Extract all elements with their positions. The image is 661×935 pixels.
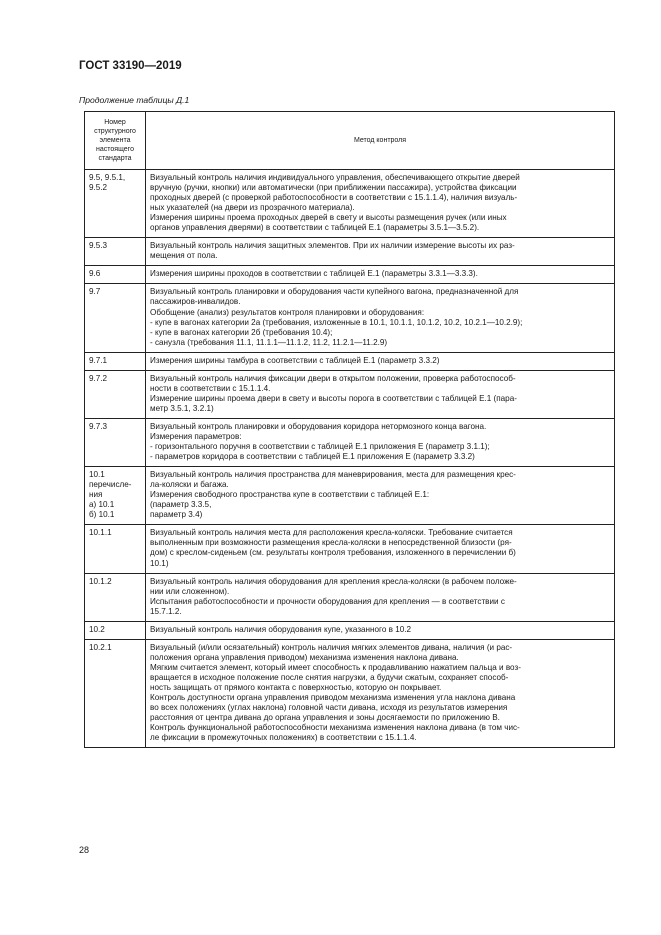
- structural-element-number-cell: [85, 573, 146, 621]
- control-method-line: - купе в вагонах категории 2а (требования, изложенные в 10.1, 10.1.1, 10.1.2, 10.2, 10.2.1—10.2.9);: [150, 317, 523, 327]
- structural-element-number-cell: [85, 639, 146, 747]
- element-number-line: ния: [89, 490, 103, 500]
- control-method-line: Визуальный контроль наличия фиксации двери в открытом положении, проверка работоспособ-: [150, 373, 516, 383]
- header-label-line: стандарта: [98, 155, 132, 162]
- control-method-cell: [146, 238, 615, 266]
- control-method-cell: [146, 370, 615, 418]
- control-method-cell: [146, 170, 615, 238]
- control-method-line: Визуальный контроль наличия оборудования купе, указанного в 10.2: [150, 624, 412, 634]
- control-method-line: Контроль функциональной работоспособности механизма изменения наклона дивана (в том чис-: [150, 723, 520, 733]
- table-row: [85, 525, 615, 573]
- element-number-line: перечисле-: [89, 480, 132, 490]
- table-row: [85, 266, 615, 284]
- control-method-line: пассажиров-инвалидов.: [150, 297, 241, 307]
- table-caption: Продолжение таблицы Д.1: [79, 95, 190, 105]
- element-number-line: 9.7.2: [89, 373, 108, 383]
- control-method-cell: [146, 418, 615, 466]
- control-method-line: ле фиксации в промежуточных положениях) в соответствии с 15.1.1.4.: [150, 733, 417, 743]
- control-method-cell: [146, 639, 615, 747]
- element-number-line: 9.5, 9.5.1,: [89, 173, 126, 182]
- control-method-cell: [146, 573, 615, 621]
- header-control-method: Метод контроля: [146, 112, 615, 170]
- control-method-cell: [146, 284, 615, 352]
- structural-element-number-cell: [85, 370, 146, 418]
- control-method-line: - купе в вагонах категории 2б (требования 10.4);: [150, 327, 333, 337]
- control-method-line: Контроль доступности органа управления приводом механизма изменения угла наклона дивана: [150, 693, 516, 703]
- structural-element-number-cell: [85, 238, 146, 266]
- element-number-line: 9.7: [89, 287, 101, 297]
- control-method-line: Мягким считается элемент, который имеет способность к продавливанию нажатием пальца и воз-: [150, 662, 521, 672]
- header-label-line: Номер: [104, 119, 126, 126]
- element-number-line: 10.1.2: [89, 576, 112, 586]
- control-method-line: метр 3.5.1, 3.2.1): [150, 403, 214, 413]
- control-method-cell: [146, 352, 615, 370]
- element-number-line: 9.7.3: [89, 421, 108, 431]
- structural-element-number-cell: [85, 418, 146, 466]
- control-method-line: Визуальный контроль наличия места для расположения кресла-коляски. Требование считается: [150, 528, 513, 538]
- control-method-line: - горизонтального поручня в соответствии с таблицей Е.1 приложения Е (параметр 3.1.1);: [150, 442, 490, 452]
- page-number: 28: [79, 845, 90, 855]
- control-method-line: ность защищать от прямого контакта с поверхностью, которую он покрывает.: [150, 682, 442, 692]
- header-structural-element-number: [85, 112, 146, 170]
- element-number-line: 10.2: [89, 624, 105, 634]
- element-number-line: 9.5.3: [89, 241, 108, 251]
- control-method-cell: [146, 621, 615, 639]
- control-method-line: Измерения свободного пространства купе в соответствии с таблицей Е.1:: [150, 490, 430, 500]
- control-method-line: ных указателей (на двери из прозрачного материала).: [150, 203, 355, 213]
- control-method-line: Визуальный контроль наличия индивидуального управления, обеспечивающего открытие дверей: [150, 173, 520, 182]
- control-method-line: положения органа управления приводом) механизма изменения наклона дивана.: [150, 652, 459, 662]
- control-method-cell: [146, 525, 615, 573]
- structural-element-number-cell: [85, 170, 146, 238]
- table-body: [85, 170, 615, 748]
- element-number-line: б) 10.1: [89, 510, 115, 520]
- control-method-line: Измерения ширины проходов в соответствии с таблицей Е.1 (параметры 3.3.1—3.3.3).: [150, 269, 478, 279]
- control-method-line: 10.1): [150, 558, 169, 568]
- control-method-line: Визуальный (и/или осязательный) контроль наличия мягких элементов дивана, наличия (и рас-: [150, 642, 513, 652]
- control-method-line: ла-коляски и багажа.: [150, 480, 229, 490]
- control-method-line: выполненным при возможности размещения кресла-коляски в непосредственной близости (ря-: [150, 538, 512, 548]
- table-row: [85, 370, 615, 418]
- structural-element-number-cell: [85, 467, 146, 525]
- control-method-line: нии или сложенном).: [150, 586, 230, 596]
- element-number-line: 9.5.2: [89, 183, 108, 193]
- control-method-line: дом) с креслом-сиденьем (см. результаты контроля требования, изложенного в перечислении б): [150, 548, 516, 558]
- control-method-line: Измерения ширины проема проходных дверей в свету и высоты размещения ручек (или иных: [150, 213, 507, 223]
- control-method-line: Визуальный контроль наличия пространства для маневрирования, места для размещения крес-: [150, 470, 516, 480]
- structural-element-number-cell: [85, 352, 146, 370]
- control-method-line: Измерение ширины проема двери в свету и высоты порога в соответствии с таблицей Е.1 (пара-: [150, 393, 517, 403]
- control-method-line: Испытания работоспособности и прочности оборудования для крепления — в соответствии с: [150, 596, 505, 606]
- control-method-line: Измерения ширины тамбура в соответствии с таблицей Е.1 (параметр 3.3.2): [150, 355, 440, 365]
- table-row: [85, 418, 615, 466]
- control-method-line: Обобщение (анализ) результатов контроля планировки и оборудования:: [150, 307, 425, 317]
- element-number-line: 9.6: [89, 269, 101, 279]
- header-label-line: настоящего: [96, 146, 134, 153]
- control-method-line: Визуальный контроль планировки и оборудования части купейного вагона, предназначенной для: [150, 287, 519, 297]
- document-title: ГОСТ 33190—2019: [79, 60, 182, 72]
- control-method-line: - параметров коридора в соответствии с таблицей Е.1 приложения Е (параметр 3.3.2): [150, 452, 475, 462]
- header-label-line: элемента: [99, 137, 131, 144]
- control-method-line: 15.7.1.2.: [150, 606, 182, 616]
- header-label-line: структурного: [94, 128, 136, 135]
- structural-element-number-cell: [85, 525, 146, 573]
- structural-element-number-cell: [85, 621, 146, 639]
- control-method-line: Визуальный контроль наличия защитных элементов. При их наличии измерение высоты их раз-: [150, 241, 515, 251]
- control-method-cell: [146, 467, 615, 525]
- structural-element-number-cell: [85, 266, 146, 284]
- table-row: [85, 170, 615, 238]
- control-method-line: проходных дверей (с проверкой работоспособности в соответствии с 15.1.1.4), наличия визуаль-: [150, 193, 518, 203]
- table-row: [85, 284, 615, 352]
- control-method-line: параметр 3.4): [150, 510, 203, 520]
- control-method-line: Визуальный контроль планировки и оборудования коридора нетормозного конца вагона.: [150, 421, 487, 431]
- table-row: [85, 639, 615, 747]
- table-row: [85, 352, 615, 370]
- control-method-line: вручную (ручки, кнопки) или автоматически (при приближении пассажира), устройства фиксации: [150, 183, 517, 193]
- control-method-line: Визуальный контроль наличия оборудования для крепления кресла-коляски (в рабочем положе-: [150, 576, 517, 586]
- control-method-line: ности в соответствии с 15.1.1.4.: [150, 383, 271, 393]
- control-method-cell: [146, 266, 615, 284]
- control-methods-table: [84, 111, 615, 748]
- control-method-line: - санузла (требования 11.1, 11.1.1—11.1.2, 11.2, 11.2.1—11.2.9): [150, 337, 388, 347]
- element-number-line: 9.7.1: [89, 355, 108, 365]
- element-number-line: 10.1: [89, 470, 105, 480]
- table-row: [85, 467, 615, 525]
- control-method-line: органов управления дверями) в соответствии с таблицей Е.1 (параметры 3.5.1—3.5.2).: [150, 223, 480, 233]
- control-method-line: расстояния от центра дивана до органа управления и зоны досягаемости по приложению В.: [150, 713, 500, 723]
- control-method-line: (параметр 3.3.5,: [150, 500, 212, 510]
- structural-element-number-cell: [85, 284, 146, 352]
- table-row: [85, 573, 615, 621]
- control-method-line: мещения от пола.: [150, 251, 218, 261]
- element-number-line: а) 10.1: [89, 500, 115, 510]
- control-method-line: во всех положениях (углах наклона) головной части дивана, исходя из результатов измерения: [150, 703, 508, 713]
- control-method-line: вращается в исходное положение после снятия нагрузки, а будучи сжатым, сохраняет способ-: [150, 672, 509, 682]
- table-header-row: [85, 112, 615, 170]
- element-number-line: 10.2.1: [89, 642, 112, 652]
- table-row: [85, 238, 615, 266]
- table-row: [85, 621, 615, 639]
- control-method-line: Измерения параметров:: [150, 431, 242, 441]
- element-number-line: 10.1.1: [89, 528, 112, 538]
